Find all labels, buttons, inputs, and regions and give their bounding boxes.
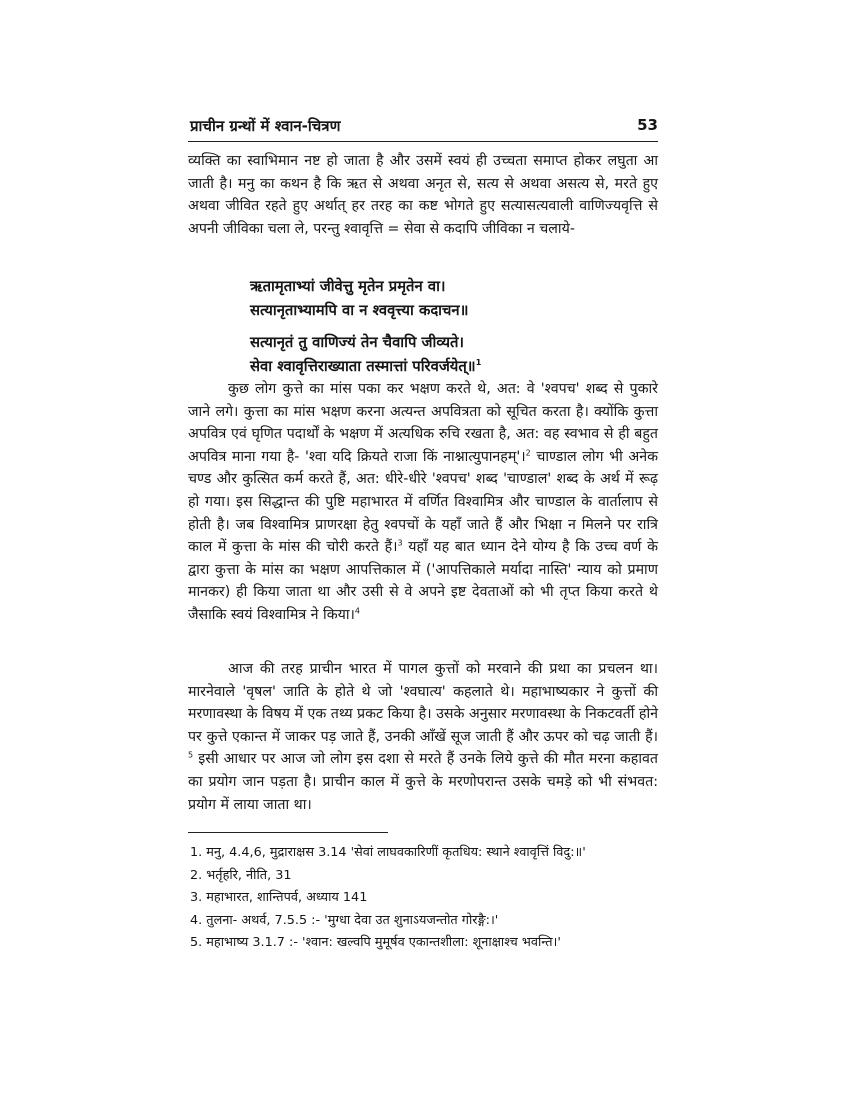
paragraph-2-part-2: चाण्डाल लोग भी अनेक चण्ड और कुत्सित कर्म करते हैं, अत: धीरे-धीरे 'श्वपच' शब्द 'चाण्डाल' शब्द के अर्थ में रूढ़ हो गया। इस सिद्धान्त की पुष्टि महाभारत में वर्णित विश्वामित्र और चाण्डाल के वार्तालाप से होती है। जब विश्वामित्र प्राणरक्षा हेतु श्वपचों के यहाँ जाते हैं और भिक्षा न मिलने पर रात्रि काल में कुत्ता के मांस की चोरी करते हैं। [188, 448, 658, 556]
footnotes [190, 842, 660, 955]
paragraph-3 [188, 658, 658, 816]
running-header [190, 116, 658, 138]
footnote-ref-2: 2 [525, 448, 531, 458]
verse-line-4 [250, 355, 670, 379]
footnote-ref-4: 4 [354, 606, 361, 616]
paragraph-2 [188, 378, 658, 627]
paragraph-3-part-1: आज की तरह प्राचीन भारत में पागल कुत्तों को मरवाने की प्रथा का प्रचलन था। मारनेवाले 'वृषल' जाति के होते थे जो 'श्वघात्य' कहलाते थे। महाभाष्यकार ने कुत्तों की मरणावस्था के विषय में एक तथ्य प्रकट किया है। उसके अनुसार मरणावस्था के निकटवर्ती होने पर कुत्ते एकान्त में जाकर पड़ जाते हैं, उनकी आँखें सूज जाती हैं और ऊपर को चढ़ जाती हैं। [188, 661, 658, 745]
paragraph-2-part-1: कुछ लोग कुत्ते का मांस पका कर भक्षण करते थे, अत: वे 'श्वपच' शब्द से पुकारे जाने लगे। कुत्ता का मांस भक्षण करना अत्यन्त अपवित्रता को सूचित करता है। क्योंकि कुत्ता अपवित्र एवं घृणित पदार्थों के भक्षण में अत्यधिक रुचि रखता है, अत: वह स्वभाव से ही बहुत अपवित्र माना गया है- 'श्वा यदि क्रियते राजा किं नाश्नात्युपानहम्'। [188, 381, 658, 465]
running-header-title: प्राचीन ग्रन्थों में श्वान-चित्रण [190, 117, 341, 135]
paragraph-2-part-3: यहाँ यह बात ध्यान देने योग्य है कि उच्च वर्ण के द्वारा कुत्ता के मांस का भक्षण आपत्तिकाल में ('आपत्तिकाले मर्यादा नास्ति' न्याय को प्रमाण मानकर) ही किया जाता था और उसी से वे अपने इष्ट देवताओं को भी तृप्त किया करते थे जैसाकि स्वयं विश्वामित्र ने किया। [188, 539, 658, 623]
verse-line-1: ऋतामृताभ्यां जीवेत्तु मृतेन प्रमृतेन वा। [250, 278, 446, 295]
footnote-5: 5. महाभाष्य 3.1.7 :- 'श्वान: खल्वपि मुमूर्षव एकान्तशीला: शूनाक्षाश्च भवन्ति।' [190, 935, 561, 950]
footnote-3: 3. महाभारत, शान्तिपर्व, अध्याय 141 [190, 890, 368, 905]
verse-line-4-text: सेवा श्वावृत्तिराख्याता तस्मात्तां परिवर्जयेत्॥ [250, 358, 476, 375]
verse-line-2: सत्यानृताभ्यामपि वा न श्ववृत्त्या कदाचन॥ [250, 302, 469, 319]
footnote-rule [188, 832, 388, 833]
paragraph-1: व्यक्ति का स्वाभिमान नष्ट हो जाता है और उसमें स्वयं ही उच्चता समाप्त होकर लघुता आ जाती है। मनु का कथन है कि ऋत से अथवा अनृत से, सत्य से अथवा असत्य से, मरते हुए अथवा जीवित रहते हुए अर्थात् हर तरह का कष्ट भोगते हुए सत्यासत्यवाली वाणिज्यवृत्ति से अपनी जीविका चला ले, परन्तु श्वावृत्ति = सेवा से कदापि जीविका न चलाये- [188, 153, 658, 237]
footnote-2: 2. भर्तृहरि, नीति, 31 [190, 867, 292, 883]
footnote-ref-5: 5 [188, 750, 194, 760]
footnote-4: 4. तुलना- अथर्व, 7.5.5 :- 'मुग्धा देवा उत शुनाऽयजन्तोत गोरङ्गै:।' [190, 912, 499, 928]
footnote-1: 1. मनु, 4.4,6, मुद्राराक्षस 3.14 'सेवां लाघवकारिणीं कृतधिय: स्थाने श्वावृत्तिं विदु:॥' [190, 845, 586, 860]
paragraph-3-part-2: इसी आधार पर आज जो लोग इस दशा से मरते हैं उनके लिये कुत्ते की मौत मरना कहावत का प्रयोग जान पड़ता है। प्राचीन काल में कुत्ते के मरणोपरान्त उसके चमड़े को भी संभवत: प्रयोग में लाया जाता था। [188, 751, 658, 813]
footnote-ref-3: 3 [397, 538, 403, 548]
verse-line-3: सत्यानृतं तु वाणिज्यं तेन चैवापि जीव्यते। [250, 334, 465, 351]
footnote-ref-1: 1 [475, 358, 482, 368]
header-rule [188, 141, 658, 142]
page-number: 53 [637, 116, 658, 134]
sanskrit-verse [250, 275, 670, 379]
